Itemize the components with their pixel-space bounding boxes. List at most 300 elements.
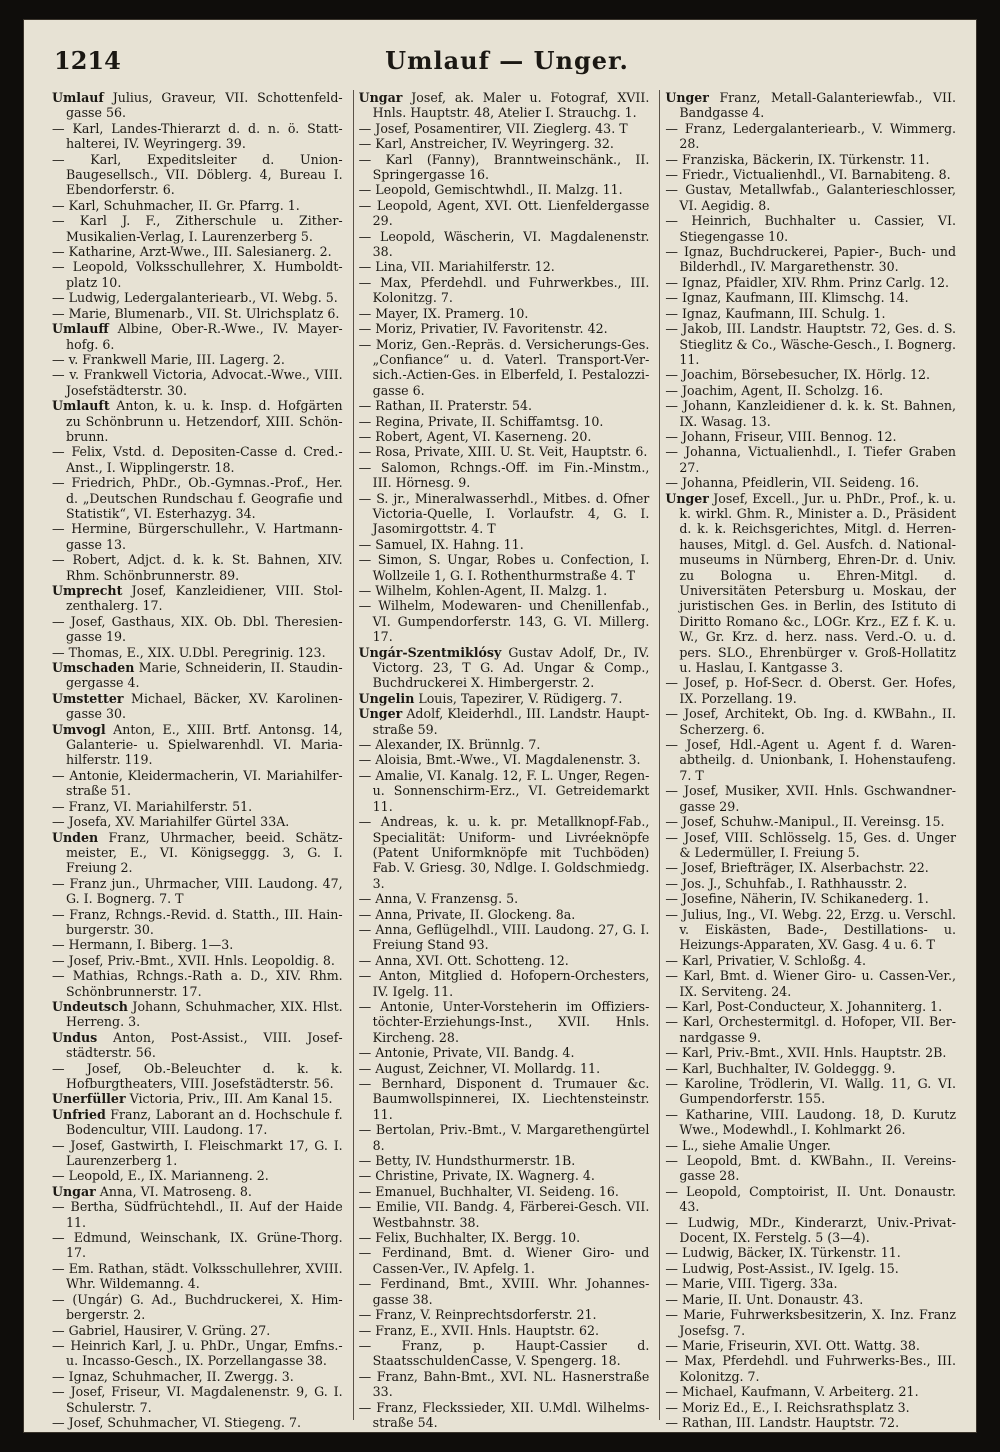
entry-text: — Antonie, Kleidermacherin, VI. Mariahilferstraße 51.	[52, 767, 343, 799]
directory-entry	[52, 999, 343, 1030]
entry-text: — Alexander, IX. Brünnlg. 7.	[358, 737, 541, 753]
column-right	[659, 90, 958, 1430]
entry-text: — Katharine, VIII. Laudong. 18, D. Kurutz Wwe., Modewhdl., I. Kohlmarkt 26.	[665, 1106, 957, 1138]
directory-entry	[359, 398, 650, 413]
entry-text: — Karl, Orchestermitgl. d. Hofoper, VII. Bernardgasse 9.	[665, 1014, 957, 1045]
entry-text: — Ignaz, Schuhmacher, II. Zwergg. 3.	[52, 1368, 294, 1384]
entry-text: — Karl, Privatier, V. Schloßg. 4.	[665, 952, 867, 968]
entry-text: — Marie, Friseurin, XVI. Ott. Wattg. 38.	[665, 1337, 920, 1353]
surname-heading: Unger	[665, 90, 709, 105]
entry-text: — Moriz, Gen.-Repräs. d. Versicherungs-Ges. „Confiance“ u. d. Vaterl. Transport-Versich.-Actien-Ges. in Elberfeld, I. Pestalozzigasse 6.	[358, 336, 650, 398]
entry-text: — Mathias, Rchngs.-Rath a. D., XIV. Rhm. Schönbrunnerstr. 17.	[52, 968, 343, 999]
directory-entry	[52, 830, 343, 876]
entry-text: — Johanna, Victualienhdl., I. Tiefer Graben 27.	[665, 444, 957, 475]
entry-text: — Bertolan, Priv.-Bmt., V. Margarethengürtel 8.	[358, 1122, 650, 1153]
entry-text: — Franziska, Bäckerin, IX. Türkenstr. 11.	[665, 151, 930, 167]
directory-entry	[52, 968, 343, 999]
entry-text: — Hermann, I. Biberg. 1—3.	[52, 937, 234, 953]
surname-heading: Ungelin	[358, 690, 415, 706]
directory-entry	[359, 1122, 650, 1153]
entry-text: — Johann, Friseur, VIII. Bennog. 12.	[665, 428, 897, 444]
column-left	[52, 90, 345, 1430]
directory-entry	[359, 1245, 650, 1276]
entry-text: — Karoline, Trödlerin, VI. Wallg. 11, G. VI. Gumpendorferstr. 155.	[665, 1076, 957, 1107]
directory-entry	[665, 321, 956, 367]
directory-entry	[52, 1138, 343, 1169]
directory-entry	[52, 799, 343, 814]
entry-text: — Andreas, k. u. k. pr. Metallknopf-Fab., Specialität: Uniform- und Livréeknöpfe (Patent Uniformknöpfe mit Tuchböden) Fab. V. Griesg. 30, Ndlge. I. Goldschmiedg. 3.	[358, 814, 650, 891]
directory-entry	[359, 152, 650, 183]
directory-entry	[359, 706, 650, 737]
directory-entry	[52, 90, 343, 121]
directory-entry	[359, 1338, 650, 1369]
directory-entry	[665, 1107, 956, 1138]
directory-entry	[52, 645, 343, 660]
directory-entry	[359, 198, 650, 229]
directory-entry	[359, 1061, 650, 1076]
directory-entry	[359, 429, 650, 444]
entry-text: — Antonie, Private, VII. Bandg. 4.	[358, 1045, 575, 1061]
directory-entry	[665, 1184, 956, 1215]
directory-entry	[665, 429, 956, 444]
entry-text: Victoria, Priv., III. Am Kanal 15.	[125, 1091, 333, 1107]
entry-text: — Joachim, Börsebesucher, IX. Hörlg. 12.	[665, 367, 930, 383]
entry-text: — Regina, Private, II. Schiffamtsg. 10.	[358, 413, 604, 429]
entry-text: Anna, VI. Matroseng. 8.	[95, 1183, 252, 1199]
directory-entry	[359, 768, 650, 814]
entry-text: — Karl, Post-Conducteur, X. Johanniterg. 1.	[665, 998, 943, 1014]
directory-entry	[665, 121, 956, 152]
page-header	[54, 42, 960, 82]
directory-entry	[52, 521, 343, 552]
directory-entry	[665, 398, 956, 429]
directory-entry	[665, 1292, 956, 1307]
directory-entry	[359, 891, 650, 906]
directory-entry	[665, 290, 956, 305]
entry-text: — Josef, VIII. Schlösselg. 15, Ges. d. Unger & Ledermüller, I. Freiung 5.	[665, 829, 957, 860]
directory-entry	[52, 1369, 343, 1384]
entry-text: — Josef, Posamentirer, VII. Zieglerg. 43. T	[358, 120, 628, 136]
surname-heading: Ungár-Szentmiklósy	[358, 644, 502, 660]
entry-text: — Felix, Vstd. d. Depositen-Casse d. Cred.-Anst., I. Wipplingerstr. 18.	[52, 444, 343, 475]
entry-text: — Ferdinand, Bmt., XVIII. Whr. Johannesgasse 38.	[358, 1276, 650, 1307]
entry-text: — Karl, Buchhalter, IV. Goldeggg. 9.	[665, 1060, 896, 1076]
entry-text: — Felix, Buchhalter, IX. Bergg. 10.	[358, 1230, 581, 1246]
entry-text: — Aloisia, Bmt.-Wwe., VI. Magdalenenstr. 3.	[358, 752, 641, 768]
entry-text: — Salomon, Rchngs.-Off. im Fin.-Minstm., III. Hörnesg. 9.	[358, 459, 650, 491]
directory-entry	[665, 90, 956, 121]
directory-entry	[359, 537, 650, 552]
directory-entry	[52, 876, 343, 907]
entry-text: — Franz, Rchngs.-Revid. d. Statth., III. Hainburgerstr. 30.	[52, 906, 343, 937]
entry-text: — Ludwig, Bäcker, IX. Türkenstr. 11.	[665, 1245, 901, 1261]
directory-entry	[52, 552, 343, 583]
directory-entry	[665, 491, 956, 676]
directory-entry	[52, 398, 343, 444]
directory-entry	[665, 1245, 956, 1260]
entry-text: Julius, Graveur, VII. Schottenfeldgasse 56.	[66, 90, 343, 121]
entry-text: — Mayer, IX. Pramerg. 10.	[358, 305, 529, 321]
directory-entry	[52, 290, 343, 305]
directory-entry	[52, 1230, 343, 1261]
entry-text: Marie, Schneiderin, II. Staudingergasse 4.	[66, 660, 343, 691]
entry-text: — Betty, IV. Hundsthurmerstr. 1B.	[358, 1153, 576, 1169]
entry-text: — Wilhelm, Modewaren- und Chenillenfab., VI. Gumpendorferstr. 143, G. VI. Millerg. 17.	[358, 598, 650, 645]
entry-text: — Rosa, Private, XIII. U. St. Veit, Hauptstr. 6.	[358, 444, 648, 460]
entry-text: — Josef, Priv.-Bmt., XVII. Hnls. Leopoldig. 8.	[52, 952, 335, 968]
page-number: 1214	[54, 46, 121, 75]
entry-text: — Anna, Geflügelhdl., VIII. Laudong. 27, G. I. Freiung Stand 93.	[358, 921, 650, 953]
directory-entry	[665, 999, 956, 1014]
entry-text: — v. Frankwell Victoria, Advocat.-Wwe., VIII. Josefstädterstr. 30.	[52, 367, 343, 398]
directory-entry	[52, 259, 343, 290]
entry-text: — Michael, Kaufmann, V. Arbeiterg. 21.	[665, 1384, 919, 1400]
directory-entry	[52, 121, 343, 152]
directory-entry	[359, 90, 650, 121]
directory-entry	[359, 275, 650, 306]
entry-text: — August, Zeichner, VI. Mollardg. 11.	[358, 1060, 601, 1076]
surname-heading: Umstetter	[52, 690, 124, 706]
surname-heading: Undus	[52, 1029, 98, 1045]
directory-entry	[665, 244, 956, 275]
directory-entry	[52, 321, 343, 352]
entry-text: — Franz, Fleckssieder, XII. U.Mdl. Wilhelmsstraße 54.	[358, 1399, 650, 1430]
directory-entry	[665, 1276, 956, 1291]
entry-text: — Josefa, XV. Mariahilfer Gürtel 33A.	[52, 814, 290, 830]
directory-entry	[359, 1184, 650, 1199]
directory-entry	[359, 752, 650, 767]
entry-text: — Leopold, Wäscherin, VI. Magdalenenstr. 38.	[358, 228, 650, 260]
directory-entry	[52, 306, 343, 321]
directory-entry	[665, 1353, 956, 1384]
entry-text: Franz, Uhrmacher, beeid. Schätzmeister, E., VI. Königseggg. 3, G. I. Freiung 2.	[66, 829, 343, 876]
entry-text: — Ignaz, Buchdruckerei, Papier-, Buch- und Bilderhdl., IV. Margarethenstr. 30.	[665, 244, 957, 275]
entry-text: — Katharine, Arzt-Wwe., III. Salesianerg. 2.	[52, 244, 332, 260]
entry-text: Franz, Laborant an d. Hochschule f. Bodencultur, VIII. Laudong. 17.	[66, 1106, 343, 1138]
entry-text: — Josef, Musiker, XVII. Hnls. Gschwandnergasse 29.	[665, 783, 957, 814]
directory-entry	[665, 1045, 956, 1060]
surname-heading: Ungar	[358, 90, 403, 105]
directory-entry	[52, 1323, 343, 1338]
entry-text: — Antonie, Unter-Vorsteherin im Offizierstöchter-Erziehungs-Inst., XVII. Hnls. Kircheng. 28.	[358, 998, 650, 1045]
surname-heading: Umlauf	[52, 90, 104, 105]
directory-entry	[665, 1400, 956, 1415]
entry-text: — Julius, Ing., VI. Webg. 22, Erzg. u. Verschl. v. Eiskästen, Bade-, Destillations- u. Heizungs-Apparaten, XV. Gasg. 4 u. 6. T	[665, 906, 957, 953]
entry-text: — Moriz Ed., E., I. Reichsrathsplatz 3.	[665, 1399, 910, 1415]
surname-heading: Umlauff	[52, 321, 109, 337]
directory-entry	[359, 337, 650, 399]
directory-entry	[359, 259, 650, 274]
directory-entry	[359, 444, 650, 459]
directory-entry	[359, 1076, 650, 1122]
surname-heading: Unger	[665, 490, 709, 506]
entry-text: — Bertha, Südfrüchtehdl., II. Auf der Haide 11.	[52, 1199, 343, 1230]
entry-text: — Wilhelm, Kohlen-Agent, II. Malzg. 1.	[358, 583, 608, 598]
directory-entry	[665, 1415, 956, 1430]
entry-text: — Jos. J., Schuhfab., I. Rathhausstr. 2.	[665, 875, 908, 891]
entry-text: — Em. Rathan, städt. Volksschullehrer, XVIII. Whr. Wildemanng. 4.	[52, 1260, 343, 1292]
surname-heading: Undeutsch	[52, 998, 128, 1014]
directory-entry	[665, 1076, 956, 1107]
entry-text: Josef, Excell., Jur. u. PhDr., Prof., k. u. k. wirkl. Ghm. R., Minister a. D., Präsident d. k. k. Reichsgerichtes, Mitgl. d. Herrenhauses, Mitgl. d. Gel. Ausfch. d. Nationalmuseums in Nürnberg, Ehren-Dr. d. Univ. zu Bologna u. Ehren-Mitgl. d. Universitäten Petersburg u. Moskau, der juristischen Ges. in Berlin, des Istituto di Diritto Romano &c., LOGr. Krz., EZ f. K. u. W., Gr. Krz. d. herz. nass. Verd.-O. u. d. pers. SLO., Ehrenbürger v. Groß-Hollatitz u. Haslau, I. Kantgasse 3.	[679, 490, 957, 676]
entry-text: — Max, Pferdehdl. und Fuhrwerks-Bes., III. Kolonitzg. 7.	[665, 1353, 957, 1384]
surname-heading: Umvogl	[52, 721, 106, 737]
entry-text: — v. Frankwell Marie, III. Lagerg. 2.	[52, 351, 285, 367]
entry-text: — Jakob, III. Landstr. Hauptstr. 72, Ges. d. S. Stieglitz & Co., Wäsche-Gesch., I. Bognerg. 11.	[665, 321, 957, 367]
directory-entry	[52, 768, 343, 799]
directory-entry	[665, 475, 956, 490]
entry-text: — Karl, Expeditsleiter d. Union-Baugesellsch., VII. Döblerg. 4, Bureau I. Ebendorferstr. 6.	[52, 151, 343, 198]
entry-text: — Josef, Schuhw.-Manipul., II. Vereinsg. 15.	[665, 814, 945, 830]
entry-text: — Karl, Landes-Thierarzt d. d. n. ö. Statthalterei, IV. Weyringerg. 39.	[52, 120, 343, 152]
directory-entry	[359, 460, 650, 491]
directory-entry	[665, 1138, 956, 1153]
directory-entry	[665, 891, 956, 906]
directory-entry	[665, 1153, 956, 1184]
directory-entry	[665, 737, 956, 783]
entry-text: — Marie, Blumenarb., VII. St. Ulrichsplatz 6.	[52, 305, 340, 321]
directory-entry	[52, 213, 343, 244]
directory-entry	[52, 614, 343, 645]
entry-text: — Josef, Ob.-Beleuchter d. k. k. Hofburgtheaters, VIII. Josefstädterstr. 56.	[52, 1060, 343, 1091]
running-title: Umlauf — Unger.	[385, 46, 629, 75]
entry-text: Anton, Post-Assist., VIII. Josefstädterstr. 56.	[66, 1029, 343, 1061]
directory-entry	[665, 706, 956, 737]
entry-text: — Gabriel, Hausirer, V. Grüng. 27.	[52, 1322, 271, 1338]
entry-text: — Franz, VI. Mariahilferstr. 51.	[52, 798, 253, 814]
entry-text: Josef, ak. Maler u. Fotograf, XVII. Hnls. Hauptstr. 48, Atelier I. Strauchg. 1.	[372, 90, 650, 121]
surname-heading: Umschaden	[52, 660, 135, 676]
entry-text: — Josef, Hdl.-Agent u. Agent f. d. Warenabtheilg. d. Unionbank, I. Hohenstaufeng. 7. T	[665, 737, 957, 783]
entry-text: — Thomas, E., XIX. U.Dbl. Peregrinig. 123.	[52, 644, 326, 660]
entry-text: — Friedrich, PhDr., Ob.-Gymnas.-Prof., Her. d. „Deutschen Rundschau f. Geografie und Statistik“, VI. Esterhazyg. 34.	[52, 475, 343, 521]
entry-text: — Josefine, Näherin, IV. Schikanederg. 1.	[665, 891, 929, 907]
entry-text: — Simon, S. Ungar, Robes u. Confection, I. Wollzeile 1, G. I. Rothenthurmstraße 4. T	[358, 552, 650, 583]
entry-text: — Max, Pferdehdl. und Fuhrwerkbes., III. Kolonitzg. 7.	[358, 274, 650, 306]
entry-text: Johann, Schuhmacher, XIX. Hlst. Herreng. 3.	[66, 998, 343, 1030]
directory-page	[24, 20, 976, 1432]
entry-text: — Franz, Bahn-Bmt., XVI. NL. Hasnerstraße 33.	[358, 1368, 650, 1400]
directory-entry	[52, 1415, 343, 1430]
directory-entry	[665, 783, 956, 814]
directory-columns	[52, 90, 958, 1430]
surname-heading: Unfried	[52, 1106, 106, 1122]
entry-text: — Gustav, Metallwfab., Galanterieschlosser, VI. Aegidig. 8.	[665, 182, 957, 213]
directory-entry	[52, 475, 343, 521]
entry-text: Gustav Adolf, Dr., IV. Victorg. 23, T G. Ad. Ungar & Comp., Buchdruckerei X. Himbergerstr. 2.	[372, 644, 650, 691]
entry-text: — Leopold, Volksschullehrer, X. Humboldtplatz 10.	[52, 259, 343, 290]
entry-text: — Bernhard, Disponent d. Trumauer &c. Baumwollspinnerei, IX. Liechtensteinstr. 11.	[358, 1076, 650, 1122]
directory-entry	[359, 1153, 650, 1168]
directory-entry	[359, 136, 650, 151]
directory-entry	[52, 1338, 343, 1369]
directory-entry	[359, 182, 650, 197]
entry-text: — Josef, Schuhmacher, VI. Stiegeng. 7.	[52, 1414, 302, 1430]
entry-text: — Anna, V. Franzensg. 5.	[358, 891, 519, 907]
directory-entry	[359, 737, 650, 752]
directory-entry	[359, 414, 650, 429]
directory-entry	[665, 1338, 956, 1353]
directory-entry	[52, 1091, 343, 1106]
directory-entry	[359, 1199, 650, 1230]
entry-text: Franz, Metall-Galanteriewfab., VII. Bandgasse 4.	[679, 90, 957, 121]
entry-text: — S. jr., Mineralwasserhdl., Mitbes. d. Ofner Victoria-Quelle, I. Vorlaufstr. 4, G. I. Jasomirgottstr. 4. T	[358, 490, 650, 537]
entry-text: — Franz, Ledergalanteriearb., V. Wimmerg. 28.	[665, 120, 957, 152]
directory-entry	[52, 907, 343, 938]
surname-heading: Unerfüller	[52, 1091, 126, 1107]
entry-text: — Josef, Gastwirth, I. Fleischmarkt 17, G. I. Laurenzerberg 1.	[52, 1137, 343, 1169]
entry-text: Albine, Ober-R.-Wwe., IV. Mayerhofg. 6.	[66, 321, 343, 352]
surname-heading: Umprecht	[52, 583, 123, 598]
directory-entry	[665, 383, 956, 398]
entry-text: — Anton, Mitglied d. Hofopern-Orchesters, IV. Igelg. 11.	[358, 968, 650, 999]
directory-entry	[52, 583, 343, 614]
entry-text: — Christine, Private, IX. Wagnerg. 4.	[358, 1168, 595, 1184]
directory-entry	[359, 922, 650, 953]
directory-entry	[359, 999, 650, 1045]
directory-entry	[665, 1261, 956, 1276]
directory-entry	[665, 860, 956, 875]
entry-text: — Joachim, Agent, II. Scholzg. 16.	[665, 382, 884, 398]
entry-text: — Ignaz, Pfaidler, XIV. Rhm. Prinz Carlg. 12.	[665, 274, 950, 290]
entry-text: — Franz, E., XVII. Hnls. Hauptstr. 62.	[358, 1322, 600, 1338]
entry-text: — Josef, p. Hof-Secr. d. Oberst. Ger. Hofes, IX. Porzellang. 19.	[665, 675, 957, 706]
entry-text: — Anna, XVI. Ott. Schotteng. 12.	[358, 952, 569, 968]
entry-text: — Emanuel, Buchhalter, VI. Seideng. 16.	[358, 1183, 619, 1199]
surname-heading: Ungar	[52, 1183, 96, 1199]
directory-entry	[359, 552, 650, 583]
entry-text: — Hermine, Bürgerschullehr., V. Hartmanngasse 13.	[52, 521, 343, 552]
directory-entry	[665, 1061, 956, 1076]
entry-text: — Karl, Anstreicher, IV. Weyringerg. 32.	[358, 136, 614, 152]
entry-text: — Rathan, II. Praterstr. 54.	[358, 398, 533, 414]
entry-text: — Marie, II. Unt. Donaustr. 43.	[665, 1291, 864, 1307]
directory-entry	[359, 229, 650, 260]
directory-entry	[359, 645, 650, 691]
entry-text: — L., siehe Amalie Unger.	[665, 1137, 831, 1153]
directory-entry	[52, 1030, 343, 1061]
entry-text: — Karl, Schuhmacher, II. Gr. Pfarrg. 1.	[52, 197, 300, 213]
directory-entry	[665, 444, 956, 475]
entry-text: — Emilie, VII. Bandg. 4, Färberei-Gesch. VII. Westbahnstr. 38.	[358, 1199, 650, 1230]
directory-entry	[665, 876, 956, 891]
directory-entry	[52, 937, 343, 952]
directory-entry	[359, 1168, 650, 1183]
directory-entry	[665, 814, 956, 829]
directory-entry	[52, 1384, 343, 1415]
directory-entry	[665, 367, 956, 382]
directory-entry	[52, 1199, 343, 1230]
entry-text: — Robert, Agent, VI. Kaserneng. 20.	[358, 428, 592, 444]
entry-text: Josef, Kanzleidiener, VIII. Stolzenthalerg. 17.	[66, 583, 343, 614]
directory-entry	[359, 691, 650, 706]
entry-text: Adolf, Kleiderhdl., III. Landstr. Hauptstraße 59.	[372, 706, 650, 737]
directory-entry	[665, 830, 956, 861]
column-middle	[353, 90, 652, 1430]
entry-text: — Karl, Priv.-Bmt., XVII. Hnls. Hauptstr. 2B.	[665, 1045, 947, 1061]
directory-entry	[665, 213, 956, 244]
entry-text: — Franz jun., Uhrmacher, VIII. Laudong. 47, G. I. Bognerg. 7. T	[52, 875, 343, 907]
directory-entry	[52, 244, 343, 259]
entry-text: — Franz, V. Reinprechtsdorferstr. 21.	[358, 1307, 597, 1323]
entry-text: Michael, Bäcker, XV. Karolinengasse 30.	[66, 690, 343, 722]
directory-entry	[52, 152, 343, 198]
entry-text: — Karl J. F., Zitherschule u. Zither-Musikalien-Verlag, I. Laurenzerberg 5.	[52, 213, 343, 244]
directory-entry	[52, 814, 343, 829]
directory-entry	[359, 121, 650, 136]
entry-text: — Ludwig, Post-Assist., IV. Igelg. 15.	[665, 1260, 899, 1276]
directory-entry	[359, 1230, 650, 1245]
entry-text: — Leopold, Comptoirist, II. Unt. Donaustr. 43.	[665, 1183, 957, 1215]
directory-entry	[52, 1184, 343, 1199]
entry-text: Anton, k. u. k. Insp. d. Hofgärten zu Schönbrunn u. Hetzendorf, XIII. Schönbrunn.	[66, 398, 343, 444]
directory-entry	[52, 660, 343, 691]
directory-entry	[665, 1307, 956, 1338]
directory-entry	[52, 367, 343, 398]
entry-text: — Leopold, Gemischtwhdl., II. Malzg. 11.	[358, 182, 623, 198]
directory-entry	[359, 491, 650, 537]
entry-text: Anton, E., XIII. Brtf. Antonsg. 14, Galanterie- u. Spielwarenhdl. VI. Mariahilferstr. 119.	[66, 721, 343, 768]
entry-text: — Heinrich Karl, J. u. PhDr., Ungar, Emfns.- u. Incasso-Gesch., IX. Porzellangasse 38.	[52, 1337, 343, 1369]
directory-entry	[359, 907, 650, 922]
entry-text: — Karl, Bmt. d. Wiener Giro- u. Cassen-Ver., IX. Serviteng. 24.	[665, 968, 957, 999]
entry-text: — Rathan, III. Landstr. Hauptstr. 72.	[665, 1414, 900, 1430]
entry-text: — Josef, Briefträger, IX. Alserbachstr. 22.	[665, 860, 929, 876]
entry-text: — Marie, Fuhrwerksbesitzerin, X. Inz. Franz Josefsg. 7.	[665, 1307, 957, 1338]
entry-text: Louis, Tapezirer, V. Rüdigerg. 7.	[414, 690, 623, 706]
directory-entry	[665, 152, 956, 167]
entry-text: — (Ungár) G. Ad., Buchdruckerei, X. Himbergerstr. 2.	[52, 1291, 343, 1323]
directory-entry	[665, 1215, 956, 1246]
directory-entry	[359, 1045, 650, 1060]
entry-text: — Josef, Architekt, Ob. Ing. d. KWBahn., II. Scherzerg. 6.	[665, 706, 957, 737]
directory-entry	[359, 321, 650, 336]
entry-text: — Heinrich, Buchhalter u. Cassier, VI. Stiegengasse 10.	[665, 213, 957, 244]
entry-text: — Leopold, E., IX. Marianneng. 2.	[52, 1168, 269, 1184]
entry-text: — Leopold, Bmt. d. KWBahn., II. Vereinsgasse 28.	[665, 1153, 957, 1184]
entry-text: — Anna, Private, II. Glockeng. 8a.	[358, 906, 576, 922]
directory-entry	[665, 167, 956, 182]
entry-text: — Moriz, Privatier, IV. Favoritenstr. 42.	[358, 321, 608, 337]
directory-entry	[52, 1292, 343, 1323]
entry-text: — Ludwig, MDr., Kinderarzt, Univ.-PrivatDocent, IX. Ferstelg. 5 (3—4).	[665, 1214, 957, 1246]
directory-entry	[52, 352, 343, 367]
entry-text: — Johann, Kanzleidiener d. k. k. St. Bahnen, IX. Wasag. 13.	[665, 398, 957, 429]
directory-entry	[665, 275, 956, 290]
directory-entry	[359, 583, 650, 598]
entry-text: — Ludwig, Ledergalanteriearb., VI. Webg. 5.	[52, 290, 338, 306]
directory-entry	[52, 1261, 343, 1292]
directory-entry	[359, 598, 650, 644]
surname-heading: Umlauft	[52, 398, 110, 414]
entry-text: — Edmund, Weinschank, IX. Grüne-Thorg. 17.	[52, 1230, 343, 1261]
directory-entry	[52, 198, 343, 213]
entry-text: — Samuel, IX. Hahng. 11.	[358, 536, 524, 552]
directory-entry	[359, 306, 650, 321]
directory-entry	[665, 968, 956, 999]
directory-entry	[52, 691, 343, 722]
directory-entry	[359, 1369, 650, 1400]
directory-entry	[52, 953, 343, 968]
entry-text: — Karl (Fanny), Branntweinschänk., II. Springergasse 16.	[358, 151, 650, 183]
entry-text: — Lina, VII. Mariahilferstr. 12.	[358, 259, 555, 275]
directory-entry	[665, 1014, 956, 1045]
directory-entry	[359, 953, 650, 968]
surname-heading: Unger	[358, 706, 403, 722]
directory-entry	[52, 1168, 343, 1183]
entry-text: — Amalie, VI. Kanalg. 12, F. L. Unger, Regen- u. Sonnenschirm-Erz., VI. Getreidemarkt 11.	[358, 767, 650, 814]
directory-entry	[665, 182, 956, 213]
